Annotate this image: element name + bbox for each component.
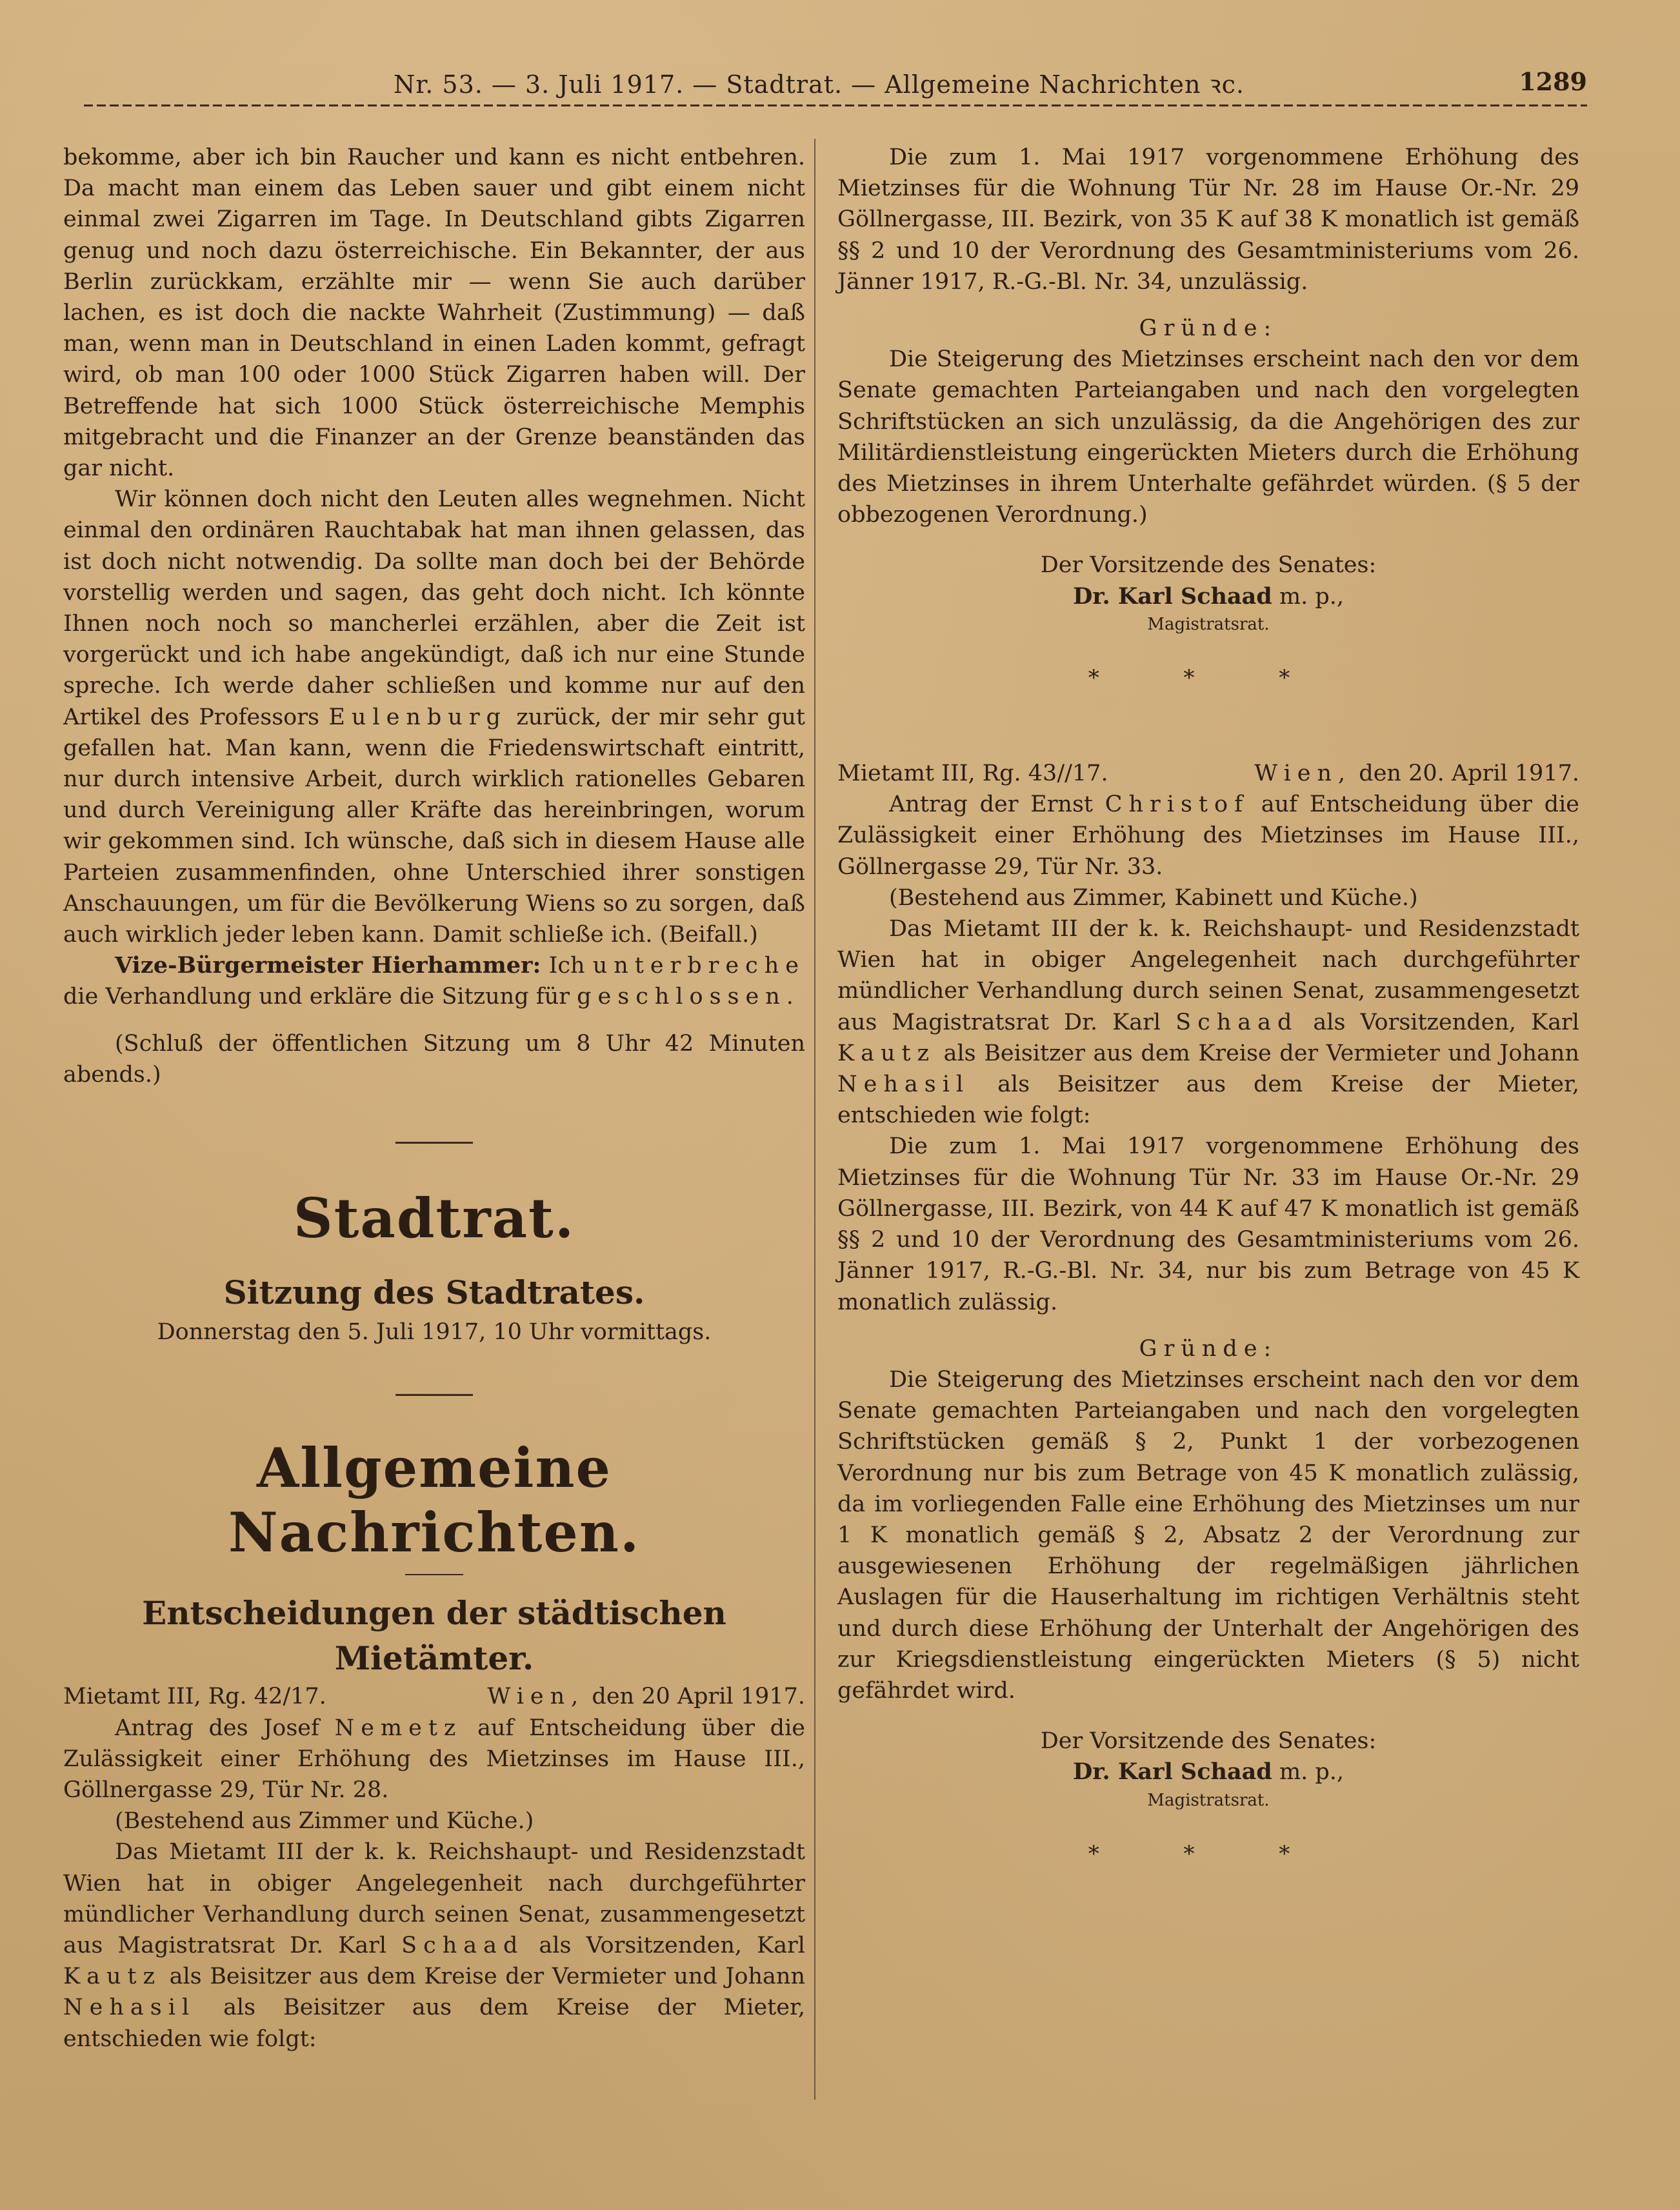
case-procedure bbox=[837, 913, 1579, 1131]
signature-role: Der Vorsitzende des Senates: bbox=[1040, 1728, 1377, 1755]
text-run: Wir können doch nicht den Leuten alles wegnehmen. Nicht einmal den ordinären Rauchtabak hat man ihnen gelassen, das ist doch nicht notwendig. Da sollte man doch bei der Behörde vorstellig werden und sagen, das geht doch nicht. Ich könnte Ihnen noch noch so mancherlei erzählen, aber die Zeit ist vorgerückt und ich habe angekündigt, daß ich nur eine Stunde spreche. Ich werde daher schließen und komme nur auf den Artikel des Professors bbox=[63, 486, 805, 730]
speaker-name: Vize-Bürgermeister Hierhammer: bbox=[115, 952, 541, 979]
text-run: als Beisitzer aus dem Kreise der Vermieter und Johann bbox=[943, 1040, 1579, 1066]
text-run: Das Mietamt III der k. k. Reichshaupt- und Residenzstadt Wien hat in obiger Angelegenheit nach durchgeführter mündlicher Verhandlung durch seinen Senat, zusammengesetzt aus Magistratsrat Dr. Karl bbox=[63, 1839, 805, 1958]
left-column bbox=[63, 142, 805, 2055]
signature-title: Magistratsrat. bbox=[1147, 614, 1270, 634]
case-reference: Mietamt III, Rg. 43//17. bbox=[837, 761, 1108, 787]
signature-mp: m. p., bbox=[1279, 1759, 1345, 1786]
case-date-line bbox=[1254, 758, 1579, 789]
running-title: Nr. 53. — 3. Juli 1917. — Stadtrat. — Allgemeine Nachrichten ꝛc. bbox=[394, 70, 1245, 99]
case-date: den 20. April 1917. bbox=[1359, 761, 1579, 787]
page-header bbox=[84, 67, 1587, 112]
case-decision: Die zum 1. Mai 1917 vorgenommene Erhöhung des Mietzinses für die Wohnung Tür Nr. 33 im Hause Or.-Nr. 29 Göllnergasse, III. Bezirk, von 44 K auf 47 K monatlich ist gemäß §§ 2 und 10 der Verordnung des Gesamtministeriums vom 26. Jänner 1917, R.-G.-Bl. Nr. 34, nur bis zum Betrage von 45 K monatlich zulässig. bbox=[837, 1133, 1579, 1315]
spaced-word: unterbreche bbox=[592, 953, 805, 979]
case-application bbox=[837, 789, 1579, 882]
text-run: als Beisitzer aus dem Kreise der Vermieter und Johann bbox=[169, 1964, 805, 1990]
chair-statement bbox=[63, 950, 805, 1012]
signature-name: Dr. Karl Schaad bbox=[1072, 582, 1272, 610]
text-run: als Beisitzer aus dem Kreise der Mieter, entschieden wie folgt: bbox=[837, 1071, 1579, 1129]
section-heading-nachrichten: Allgemeine Nachrichten. bbox=[228, 1436, 641, 1565]
text-run: Antrag des Josef bbox=[115, 1715, 319, 1741]
case-reference-line bbox=[837, 758, 1579, 789]
reasons-heading: Gründe: bbox=[1139, 1335, 1278, 1362]
section-stars: * * * bbox=[1088, 1840, 1329, 1867]
signature-line bbox=[837, 1757, 1579, 1787]
case-reference-line bbox=[63, 1681, 805, 1712]
signature-title: Magistratsrat. bbox=[1147, 1790, 1270, 1810]
person-name: Schaad bbox=[401, 1932, 525, 1958]
case-decision: Die zum 1. Mai 1917 vorgenommene Erhöhung des Mietzinses für die Wohnung Tür Nr. 28 im Hause Or.-Nr. 29 Göllnergasse, III. Bezirk, von 35 K auf 38 K monatlich ist gemäß §§ 2 und 10 der Verordnung des Gesamtministeriums vom 26. Jänner 1917, R.-G.-Bl. Nr. 34, unzulässig. bbox=[837, 144, 1579, 295]
person-name: Kautz bbox=[63, 1964, 162, 1990]
case-application bbox=[63, 1713, 805, 1806]
person-name: Schaad bbox=[1175, 1009, 1299, 1035]
place-name: Wien, bbox=[1254, 761, 1352, 787]
person-name: Kautz bbox=[837, 1040, 936, 1066]
case-procedure bbox=[63, 1837, 805, 2054]
subheading-sitzung: Sitzung des Stadtrates. bbox=[223, 1273, 645, 1312]
person-name: Nehasil bbox=[837, 1071, 970, 1098]
separator-rule bbox=[395, 1142, 473, 1144]
header-rule bbox=[84, 105, 1587, 106]
reasons-text: Die Steigerung des Mietzinses erscheint nach den vor dem Senate gemachten Parteiangaben und nach den vorgelegten Schriftstücken an sich unzulässig, da die Angehörigen des zur Militärdienstleistung eingerückten Mieters durch die Erhöhung des Mietzinses in ihrem Unterhalte gefährdet würden. (§ 5 der obbezogenen Verordnung.) bbox=[837, 346, 1579, 528]
text-run: auf Entscheidung über die Zulässigkeit einer Erhöhung des Mietzinses im Hause III., Göllnergasse 29, Tür Nr. 33. bbox=[837, 791, 1579, 880]
case-date-line bbox=[487, 1681, 805, 1712]
reasons-text: Die Steigerung des Mietzinses erscheint nach den vor dem Senate gemachten Parteiangaben und nach den vorgelegten Schriftstücken gemäß § 2, Punkt 1 der vorbezogenen Verordnung nur bis zum Betrage von 45 K monatlich zulässig, da im vorliegenden Falle eine Erhöhung des Mietzinses um nur 1 K monatlich gemäß § 2, Absatz 2 der Verordnung zur ausgewiesenen Erhöhung der regelmäßigen jährlichen Auslagen für die Hauserhaltung im richtigen Verhältnis steht und durch diese Erhöhung der Unterhalt der Angehörigen des zur Kriegsdienstleistung eingerückten Mieters (§ 5) nicht gefährdet wird. bbox=[837, 1366, 1579, 1704]
person-name: Nemetz bbox=[334, 1715, 463, 1741]
signature-mp: m. p., bbox=[1279, 583, 1345, 610]
text-run: als Vorsitzenden, Karl bbox=[539, 1932, 805, 1958]
subheading-entscheidungen: Entscheidungen der städtischen Mietämter. bbox=[142, 1594, 726, 1678]
person-name: Christof bbox=[1105, 791, 1250, 818]
section-stars: * * * bbox=[1088, 664, 1329, 691]
spaced-word: geschlossen. bbox=[577, 984, 800, 1010]
case-reference: Mietamt III, Rg. 42/17. bbox=[63, 1684, 326, 1710]
place-name: Wien, bbox=[487, 1684, 585, 1710]
person-name: Nehasil bbox=[63, 1995, 196, 2021]
person-name: Eulenburg bbox=[328, 704, 507, 730]
text-run: als Beisitzer aus dem Kreise der Mieter, entschieden wie folgt: bbox=[63, 1995, 805, 2052]
section-heading-stadtrat: Stadtrat. bbox=[293, 1186, 575, 1251]
text-run: die Verhandlung und erkläre die Sitzung für bbox=[63, 984, 570, 1010]
text-run: Antrag der Ernst bbox=[889, 791, 1093, 818]
signature-line bbox=[837, 581, 1579, 612]
session-close-note: (Schluß der öffentlichen Sitzung um 8 Uhr 42 Minuten abends.) bbox=[63, 1030, 805, 1088]
signature-name: Dr. Karl Schaad bbox=[1072, 1758, 1272, 1786]
separator-rule bbox=[395, 1394, 473, 1396]
text-run: als Vorsitzenden, Karl bbox=[1313, 1009, 1579, 1035]
reasons-heading: Gründe: bbox=[1139, 315, 1278, 342]
text-run: zurück, der mir sehr gut gefallen hat. Man kann, wenn die Friedenswirtschaft eintritt, nur durch intensive Arbeit, durch wirklich rationelles Gebaren und durch Vereinigung aller Kräfte das hereinbringen, worum wir gekommen sind. Ich wünsche, daß sich in diesem Hause alle Parteien zusammenfinden, ohne Unterschied ihrer sonstigen Anschauungen, um für die Bevölkerung Wiens so zu sorgen, daß auch wirklich jeder leben kann. Damit schließe ich. (Beifall.) bbox=[63, 704, 805, 948]
separator-rule bbox=[405, 1574, 463, 1575]
right-column bbox=[837, 142, 1579, 1869]
session-date: Donnerstag den 5. Juli 1917, 10 Uhr vormittags. bbox=[157, 1319, 712, 1346]
text-run: Das Mietamt III der k. k. Reichshaupt- und Residenzstadt Wien hat in obiger Angelegenheit nach durchgeführter mündlicher Verhandlung durch seinen Senat, zusammengesetzt aus Magistratsrat Dr. Karl bbox=[837, 916, 1579, 1035]
case-date: den 20 April 1917. bbox=[592, 1684, 805, 1710]
signature-role: Der Vorsitzende des Senates: bbox=[1040, 552, 1377, 579]
column-divider bbox=[814, 139, 815, 2100]
text-run: auf Entscheidung über die Zulässigkeit einer Erhöhung des Mietzinses im Hause III., Göllnergasse 29, Tür Nr. 28. bbox=[63, 1715, 805, 1803]
speech-paragraph bbox=[63, 484, 805, 950]
case-premises: (Bestehend aus Zimmer, Kabinett und Küche.) bbox=[889, 884, 1418, 911]
page-number: 1289 bbox=[1519, 67, 1587, 96]
speech-paragraph: bekomme, aber ich bin Raucher und kann es nicht entbehren. Da macht man einem das Leben sauer und gibt einem nicht einmal zwei Zigarren im Tage. In Deutschland gibts Zigarren genug und noch dazu österreichische. Ein Bekannter, der aus Berlin zurückkam, erzählte mir — wenn Sie auch darüber lachen, es ist doch die nackte Wahrheit (Zustimmung) — daß man, wenn man in Deutschland in einen Laden kommt, gefragt wird, ob man 100 oder 1000 Stück Zigarren haben will. Der Betreffende hat sich 1000 Stück österreichische Memphis mitgebracht und die Finanzer an der Grenze beanständen das gar nicht. bbox=[63, 144, 805, 482]
case-premises: (Bestehend aus Zimmer und Küche.) bbox=[115, 1808, 534, 1835]
text-run: Ich bbox=[548, 953, 585, 979]
